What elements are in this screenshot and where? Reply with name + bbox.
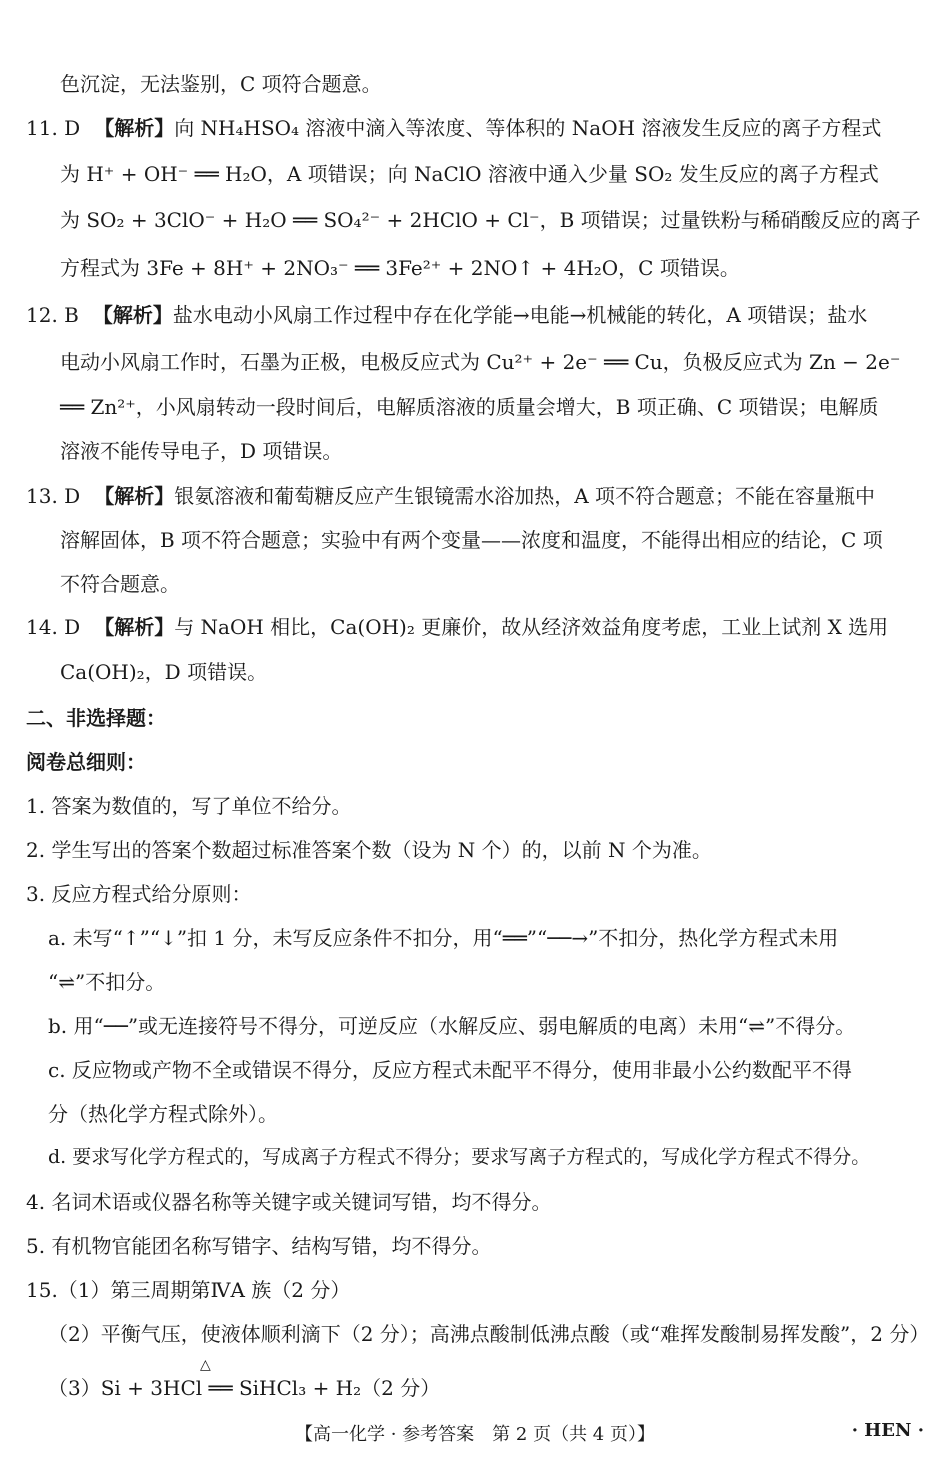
q12-line-2: 电动小风扇工作时，石墨为正极，电极反应式为 Cu²⁺ + 2e⁻ ══ Cu，负极反应式为 Zn − 2e⁻ <box>60 350 901 374</box>
q11-line-3: 为 SO₂ + 3ClO⁻ + H₂O ══ SO₄²⁻ + 2HClO + Cl⁻，B 项错误；过量铁粉与稀硝酸反应的离子 <box>60 208 921 232</box>
q12-number: 12. B <box>26 303 79 327</box>
q11-line-1 <box>26 118 881 138</box>
q14-text-1: 与 NaOH 相比，Ca(OH)₂ 更廉价，故从经济效益角度考虑，工业上试剂 X 选用 <box>174 615 889 639</box>
q11-line-2: 为 H⁺ + OH⁻ ══ H₂O，A 项错误；向 NaClO 溶液中通入少量 SO₂ 发生反应的离子方程式 <box>60 162 879 186</box>
q11-number: 11. D <box>26 116 81 140</box>
page-code: · HEN · <box>851 1420 924 1441</box>
q14-number: 14. D <box>26 615 81 639</box>
rule-3a-line-1: a. 未写“↑”“↓”扣 1 分，未写反应条件不扣分，用“══”“──→”不扣分，热化学方程式未用 <box>48 926 839 950</box>
q12-text-1: 盐水电动小风扇工作过程中存在化学能→电能→机械能的转化，A 项错误；盐水 <box>172 303 868 327</box>
rule-4: 4. 名词术语或仪器名称等关键字或关键词写错，均不得分。 <box>26 1190 552 1214</box>
rule-5: 5. 有机物官能团名称写错字、结构写错，均不得分。 <box>26 1234 492 1258</box>
rule-3c-line-1: c. 反应物或产物不全或错误不得分，反应方程式未配平不得分，使用非最小公约数配平不得 <box>48 1058 852 1082</box>
q13-line-3: 不符合题意。 <box>60 572 180 596</box>
rule-3d: d. 要求写化学方程式的，写成离子方程式不得分；要求写离子方程式的，写成化学方程式不得分。 <box>48 1146 871 1168</box>
rule-1: 1. 答案为数值的，写了单位不给分。 <box>26 794 352 818</box>
rule-2: 2. 学生写出的答案个数超过标准答案个数（设为 N 个）的，以前 N 个为准。 <box>26 838 712 862</box>
page-footer: 【高一化学 · 参考答案 第 2 页（共 4 页）】 <box>295 1424 655 1445</box>
q14-line-1 <box>26 617 888 637</box>
q14-line-2: Ca(OH)₂，D 项错误。 <box>60 660 268 684</box>
grading-title: 阅卷总细则： <box>26 750 146 774</box>
rule-3a-line-2: “⇌”不扣分。 <box>48 970 166 994</box>
section-title: 二、非选择题： <box>26 706 166 730</box>
q15-part-2: （2）平衡气压，使液体顺利滴下（2 分）；高沸点酸制低沸点酸（或“难挥发酸制易挥发酸”，2 分） <box>48 1322 930 1346</box>
q13-line-1 <box>26 486 875 506</box>
q13-tag: 【解析】 <box>94 484 175 508</box>
q13-number: 13. D <box>26 484 81 508</box>
heat-condition-icon: △ <box>200 1357 211 1373</box>
q12-line-1 <box>26 305 867 325</box>
rule-3b: b. 用“──”或无连接符号不得分，可逆反应（水解反应、弱电解质的电离）未用“⇌”不得分。 <box>48 1014 856 1038</box>
rule-3c-line-2: 分（热化学方程式除外）。 <box>48 1102 278 1126</box>
q15-part-3: （3）Si + 3HCl ══ SiHCl₃ + H₂（2 分） <box>48 1376 441 1400</box>
q12-line-4: 溶液不能传导电子，D 项错误。 <box>60 439 343 463</box>
q15-part-1: 15.（1）第三周期第ⅣA 族（2 分） <box>26 1278 351 1302</box>
q13-text-1: 银氨溶液和葡萄糖反应产生银镜需水浴加热，A 项不符合题意；不能在容量瓶中 <box>174 484 876 508</box>
line-0: 色沉淀，无法鉴别，C 项符合题意。 <box>60 72 382 96</box>
q11-text-1: 向 NH₄HSO₄ 溶液中滴入等浓度、等体积的 NaOH 溶液发生反应的离子方程式 <box>174 116 882 140</box>
q13-line-2: 溶解固体，B 项不符合题意；实验中有两个变量——浓度和温度，不能得出相应的结论，C 项 <box>60 528 883 552</box>
q12-line-3: ══ Zn²⁺，小风扇转动一段时间后，电解质溶液的质量会增大，B 项正确、C 项错误；电解质 <box>60 395 879 419</box>
q14-tag: 【解析】 <box>94 615 175 639</box>
q11-line-4: 方程式为 3Fe + 8H⁺ + 2NO₃⁻ ══ 3Fe²⁺ + 2NO↑ + 4H₂O，C 项错误。 <box>60 256 740 280</box>
q12-tag: 【解析】 <box>92 303 173 327</box>
q11-tag: 【解析】 <box>94 116 175 140</box>
rule-3: 3. 反应方程式给分原则： <box>26 882 252 906</box>
